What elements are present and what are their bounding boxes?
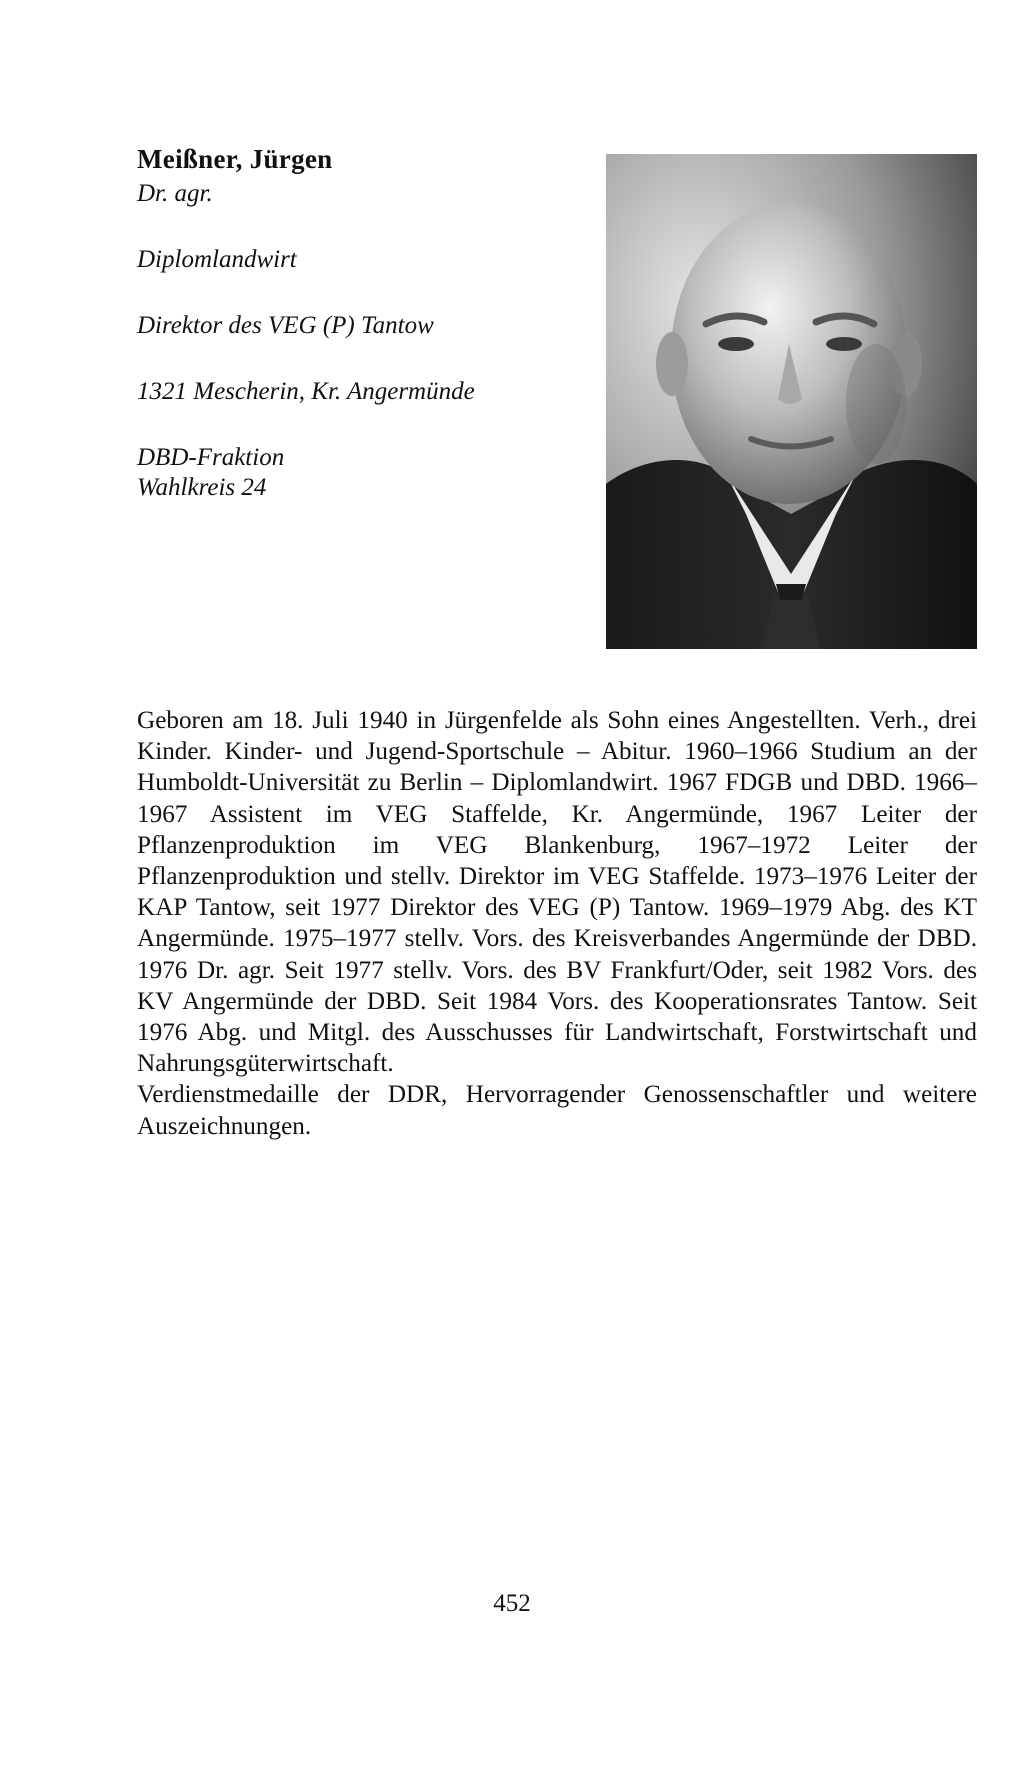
biography-awards: Verdienstmedaille der DDR, Hervorragender Genossenschaftler und weitere Auszeichnungen.	[137, 1081, 977, 1140]
person-name: Meißner, Jürgen	[137, 144, 333, 174]
profession: Diplomlandwirt	[137, 246, 297, 273]
academic-title: Dr. agr.	[137, 180, 213, 207]
constituency: Wahlkreis 24	[137, 474, 267, 501]
faction: DBD-Fraktion	[137, 444, 285, 471]
biography-paragraph: Geboren am 18. Juli 1940 in Jürgenfelde als Sohn eines Angestellten. Verh., drei Kinder. Kinder- und Jugend-Sportschule – Abitur. 1960–1966 Studium an der Humboldt-Universität zu Berlin – Diplomlandwirt. 1967 FDGB und DBD. 1966–1967 Assistent im VEG Staffelde, Kr. Angermünde, 1967 Leiter der Pflanzenproduktion im VEG Blankenburg, 1967–1972 Leiter der Pflanzenproduktion und stellv. Direktor im VEG Staffelde. 1973–1976 Leiter der KAP Tantow, seit 1977 Direktor des VEG (P) Tantow. 1969–1979 Abg. des KT Angermünde. 1975–1977 stellv. Vors. des Kreisverbandes Angermünde der DBD. 1976 Dr. agr. Seit 1977 stellv. Vors. des BV Frankfurt/Oder, seit 1982 Vors. des KV Angermünde der DBD. Seit 1984 Vors. des Kooperationsrates Tantow. Seit 1976 Abg. und Mitgl. des Ausschusses für Landwirtschaft, Forstwirtschaft und Nahrungsgüterwirtschaft.	[137, 707, 977, 1078]
biography	[137, 705, 977, 1142]
address: 1321 Mescherin, Kr. Angermünde	[137, 378, 475, 405]
portrait-photo-icon	[606, 154, 977, 649]
entry-header	[137, 146, 577, 503]
portrait-photo	[606, 154, 977, 649]
position: Direktor des VEG (P) Tantow	[137, 312, 434, 339]
page-number: 452	[493, 1590, 531, 1617]
